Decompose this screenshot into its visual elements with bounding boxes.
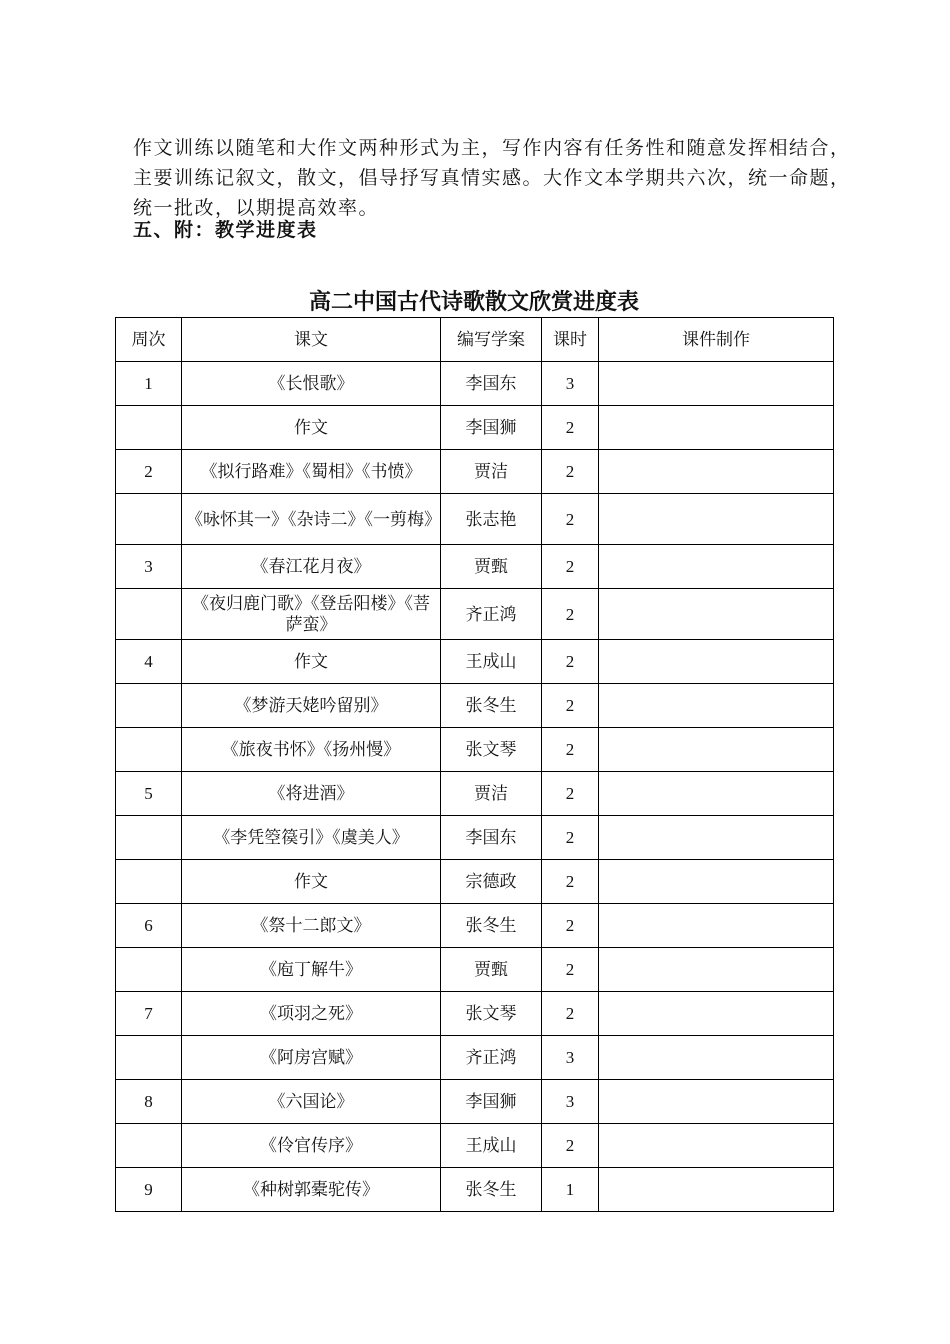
table-row — [116, 545, 834, 589]
cell-hours: 3 — [542, 1080, 599, 1124]
cell-author: 张冬生 — [441, 1168, 542, 1212]
cell-author: 李国东 — [441, 816, 542, 860]
cell-week — [116, 728, 182, 772]
cell-hours: 3 — [542, 362, 599, 406]
cell-courseware — [599, 948, 834, 992]
table-row — [116, 362, 834, 406]
table-row — [116, 728, 834, 772]
cell-lesson: 作文 — [182, 860, 441, 904]
cell-hours: 2 — [542, 684, 599, 728]
cell-author: 李国狮 — [441, 406, 542, 450]
cell-hours: 1 — [542, 1168, 599, 1212]
cell-courseware — [599, 494, 834, 545]
progress-table — [115, 317, 834, 1212]
cell-author: 贾洁 — [441, 772, 542, 816]
cell-week: 6 — [116, 904, 182, 948]
cell-courseware — [599, 684, 834, 728]
table-row — [116, 816, 834, 860]
cell-week — [116, 494, 182, 545]
cell-hours: 2 — [542, 406, 599, 450]
cell-courseware — [599, 1080, 834, 1124]
cell-courseware — [599, 816, 834, 860]
cell-lesson: 《拟行路难》《蜀相》《书愤》 — [182, 450, 441, 494]
cell-courseware — [599, 1168, 834, 1212]
cell-author: 张冬生 — [441, 904, 542, 948]
cell-author: 张志艳 — [441, 494, 542, 545]
cell-author: 齐正鸿 — [441, 1036, 542, 1080]
cell-author: 李国狮 — [441, 1080, 542, 1124]
cell-lesson: 《项羽之死》 — [182, 992, 441, 1036]
cell-hours: 2 — [542, 589, 599, 640]
header-author: 编写学案 — [441, 318, 542, 362]
intro-text — [133, 133, 858, 223]
cell-week — [116, 589, 182, 640]
cell-author: 齐正鸿 — [441, 589, 542, 640]
table-title: 高二中国古代诗歌散文欣赏进度表 — [308, 290, 639, 315]
cell-hours: 2 — [542, 992, 599, 1036]
table-row — [116, 406, 834, 450]
cell-courseware — [599, 728, 834, 772]
cell-hours: 2 — [542, 1124, 599, 1168]
table-row — [116, 772, 834, 816]
cell-hours: 3 — [542, 1036, 599, 1080]
cell-lesson: 作文 — [182, 406, 441, 450]
header-week: 周次 — [116, 318, 182, 362]
cell-lesson: 《将进酒》 — [182, 772, 441, 816]
cell-author: 贾甄 — [441, 948, 542, 992]
cell-lesson: 《庖丁解牛》 — [182, 948, 441, 992]
cell-lesson: 《阿房宫赋》 — [182, 1036, 441, 1080]
cell-hours: 2 — [542, 948, 599, 992]
cell-lesson: 《春江花月夜》 — [182, 545, 441, 589]
cell-lesson: 《六国论》 — [182, 1080, 441, 1124]
cell-courseware — [599, 992, 834, 1036]
cell-courseware — [599, 904, 834, 948]
table-row — [116, 450, 834, 494]
table-row — [116, 589, 834, 640]
cell-week: 2 — [116, 450, 182, 494]
table-row — [116, 904, 834, 948]
section-heading: 五、附：教学进度表 — [133, 219, 318, 241]
cell-week — [116, 860, 182, 904]
cell-author: 王成山 — [441, 1124, 542, 1168]
table-row — [116, 948, 834, 992]
cell-week — [116, 1124, 182, 1168]
cell-week — [116, 1036, 182, 1080]
intro-paragraph: 作文训练以随笔和大作文两种形式为主，写作内容有任务性和随意发挥相结合，主要训练记叙文，散文，倡导抒写真情实感。大作文本学期共六次，统一命题，统一批改，以期提高效率。 — [133, 137, 851, 219]
table-row — [116, 640, 834, 684]
header-hours: 课时 — [542, 318, 599, 362]
header-lesson: 课文 — [182, 318, 441, 362]
cell-week — [116, 406, 182, 450]
header-courseware: 课件制作 — [599, 318, 834, 362]
table-row — [116, 1168, 834, 1212]
cell-week: 4 — [116, 640, 182, 684]
cell-hours: 2 — [542, 860, 599, 904]
table-row — [116, 494, 834, 545]
cell-hours: 2 — [542, 904, 599, 948]
cell-courseware — [599, 589, 834, 640]
cell-courseware — [599, 362, 834, 406]
cell-courseware — [599, 450, 834, 494]
cell-hours: 2 — [542, 640, 599, 684]
cell-hours: 2 — [542, 545, 599, 589]
table-row — [116, 860, 834, 904]
cell-courseware — [599, 1124, 834, 1168]
cell-courseware — [599, 406, 834, 450]
cell-week: 7 — [116, 992, 182, 1036]
cell-author: 贾甄 — [441, 545, 542, 589]
cell-hours: 2 — [542, 494, 599, 545]
cell-week: 1 — [116, 362, 182, 406]
cell-courseware — [599, 640, 834, 684]
cell-lesson: 作文 — [182, 640, 441, 684]
cell-courseware — [599, 860, 834, 904]
cell-lesson: 《咏怀其一》《杂诗二》《一剪梅》 — [182, 494, 441, 545]
table-row — [116, 992, 834, 1036]
cell-lesson: 《旅夜书怀》《扬州慢》 — [182, 728, 441, 772]
cell-lesson: 《长恨歌》 — [182, 362, 441, 406]
cell-author: 贾洁 — [441, 450, 542, 494]
cell-courseware — [599, 772, 834, 816]
table-row — [116, 1080, 834, 1124]
table-header-row — [116, 318, 834, 362]
cell-lesson: 《夜归鹿门歌》《登岳阳楼》《菩萨蛮》 — [182, 589, 441, 640]
cell-week — [116, 948, 182, 992]
cell-author: 宗德政 — [441, 860, 542, 904]
cell-author: 张冬生 — [441, 684, 542, 728]
cell-week: 8 — [116, 1080, 182, 1124]
table-row — [116, 684, 834, 728]
cell-author: 张文琴 — [441, 992, 542, 1036]
cell-week: 3 — [116, 545, 182, 589]
cell-lesson: 《伶官传序》 — [182, 1124, 441, 1168]
cell-author: 张文琴 — [441, 728, 542, 772]
cell-week: 9 — [116, 1168, 182, 1212]
cell-author: 李国东 — [441, 362, 542, 406]
cell-hours: 2 — [542, 772, 599, 816]
cell-week: 5 — [116, 772, 182, 816]
cell-week — [116, 816, 182, 860]
cell-lesson: 《种树郭橐驼传》 — [182, 1168, 441, 1212]
cell-week — [116, 684, 182, 728]
cell-courseware — [599, 545, 834, 589]
cell-hours: 2 — [542, 728, 599, 772]
table-row — [116, 1124, 834, 1168]
table-row — [116, 1036, 834, 1080]
cell-lesson: 《李凭箜篌引》《虞美人》 — [182, 816, 441, 860]
cell-author: 王成山 — [441, 640, 542, 684]
cell-lesson: 《梦游天姥吟留别》 — [182, 684, 441, 728]
cell-hours: 2 — [542, 816, 599, 860]
cell-hours: 2 — [542, 450, 599, 494]
cell-courseware — [599, 1036, 834, 1080]
cell-lesson: 《祭十二郎文》 — [182, 904, 441, 948]
